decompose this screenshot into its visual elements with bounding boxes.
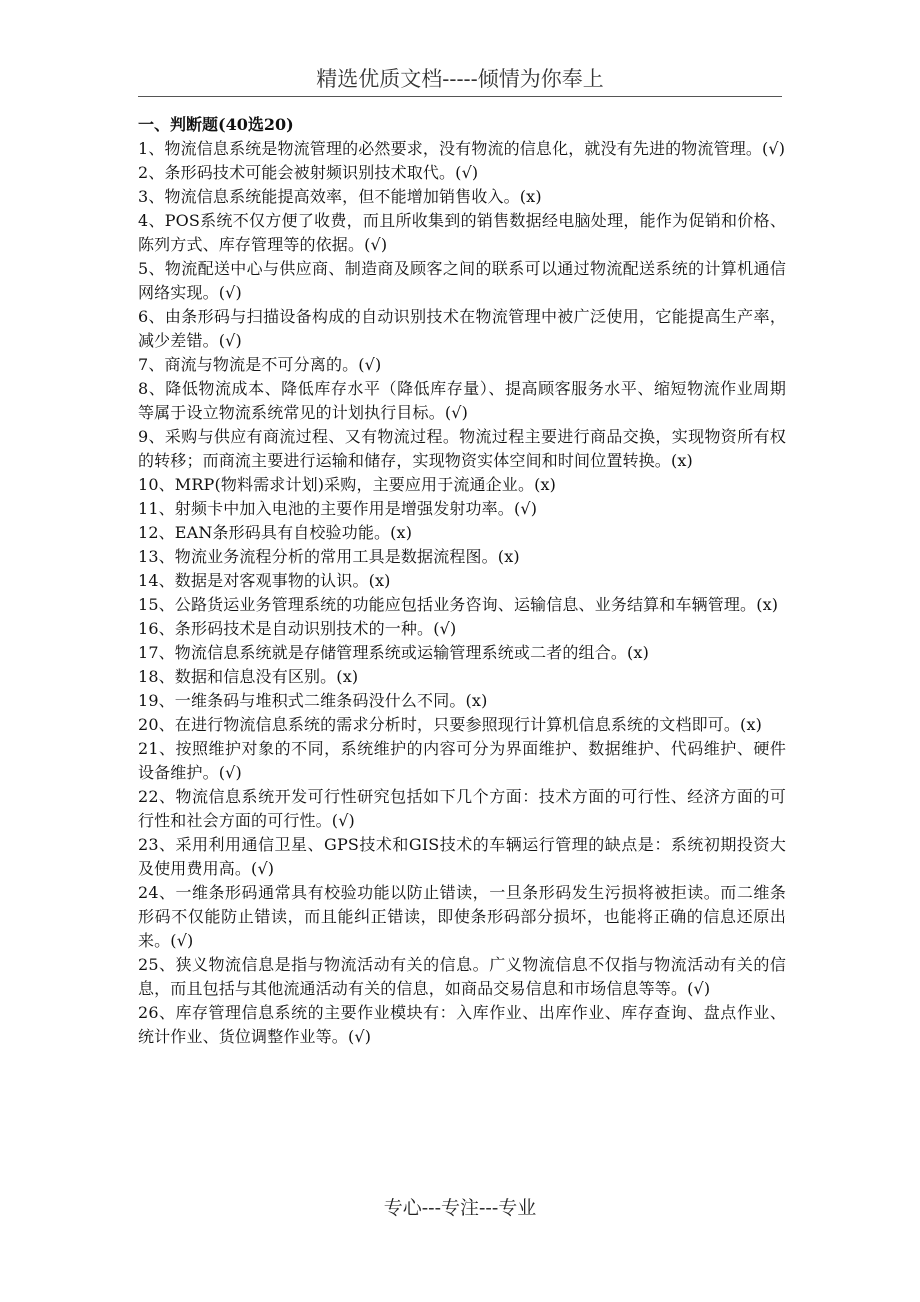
question-list	[138, 137, 786, 1049]
question-item: 1、物流信息系统是物流管理的必然要求，没有物流的信息化，就没有先进的物流管理。(√)	[138, 139, 786, 158]
question-item: 2、条形码技术可能会被射频识别技术取代。(√)	[138, 163, 479, 182]
question-item: 22、物流信息系统开发可行性研究包括如下几个方面：技术方面的可行性、经济方面的可行性和社会方面的可行性。(√)	[138, 787, 786, 830]
question-item: 20、在进行物流信息系统的需求分析时，只要参照现行计算机信息系统的文档即可。(x)	[138, 715, 763, 734]
question-item: 25、狭义物流信息是指与物流活动有关的信息。广义物流信息不仅指与物流活动有关的信息，而且包括与其他流通活动有关的信息，如商品交易信息和市场信息等等。(√)	[138, 955, 786, 998]
question-item: 5、物流配送中心与供应商、制造商及顾客之间的联系可以通过物流配送系统的计算机通信网络实现。(√)	[138, 259, 786, 302]
question-item: 7、商流与物流是不可分离的。(√)	[138, 355, 382, 374]
question-item: 26、库存管理信息系统的主要作业模块有：入库作业、出库作业、库存查询、盘点作业、统计作业、货位调整作业等。(√)	[138, 1003, 786, 1046]
page-header-title: 精选优质文档-----倾情为你奉上	[316, 67, 604, 91]
question-item: 3、物流信息系统能提高效率，但不能增加销售收入。(x)	[138, 187, 542, 206]
question-item: 24、一维条形码通常具有校验功能以防止错读，一旦条形码发生污损将被拒读。而二维条形码不仅能防止错读，而且能纠正错读，即使条形码部分损坏，也能将正确的信息还原出来。(√)	[138, 883, 786, 950]
section-heading: 一、判断题(40选20)	[138, 115, 294, 134]
question-item: 19、一维条码与堆积式二维条码没什么不同。(x)	[138, 691, 488, 710]
question-item: 18、数据和信息没有区别。(x)	[138, 667, 359, 686]
question-item: 16、条形码技术是自动识别技术的一种。(√)	[138, 619, 457, 638]
question-item: 6、由条形码与扫描设备构成的自动识别技术在物流管理中被广泛使用，它能提高生产率，减少差错。(√)	[138, 307, 786, 350]
question-item: 13、物流业务流程分析的常用工具是数据流程图。(x)	[138, 547, 520, 566]
question-item: 21、按照维护对象的不同，系统维护的内容可分为界面维护、数据维护、代码维护、硬件设备维护。(√)	[138, 739, 786, 782]
question-item: 14、数据是对客观事物的认识。(x)	[138, 571, 391, 590]
question-item: 8、降低物流成本、降低库存水平（降低库存量）、提高顾客服务水平、缩短物流作业周期等属于设立物流系统常见的计划执行目标。(√)	[138, 379, 786, 422]
question-item: 4、POS系统不仅方便了收费，而且所收集到的销售数据经电脑处理，能作为促销和价格、陈列方式、库存管理等的依据。(√)	[138, 211, 786, 254]
question-item: 12、EAN条形码具有自校验功能。(x)	[138, 523, 413, 542]
document-body	[138, 113, 786, 1049]
header-divider	[138, 96, 782, 97]
question-item: 17、物流信息系统就是存储管理系统或运输管理系统或二者的组合。(x)	[138, 643, 649, 662]
question-item: 15、公路货运业务管理系统的功能应包括业务咨询、运输信息、业务结算和车辆管理。(x)	[138, 595, 779, 614]
question-item: 23、采用利用通信卫星、GPS技术和GIS技术的车辆运行管理的缺点是：系统初期投资大及使用费用高。(√)	[138, 835, 786, 878]
page-footer: 专心---专注---专业	[383, 1197, 537, 1219]
question-item: 10、MRP(物料需求计划)采购，主要应用于流通企业。(x)	[138, 475, 557, 494]
question-item: 11、射频卡中加入电池的主要作用是增强发射功率。(√)	[138, 499, 538, 518]
question-item: 9、采购与供应有商流过程、又有物流过程。物流过程主要进行商品交换，实现物资所有权的转移；而商流主要进行运输和储存，实现物资实体空间和时间位置转换。(x)	[138, 427, 786, 470]
